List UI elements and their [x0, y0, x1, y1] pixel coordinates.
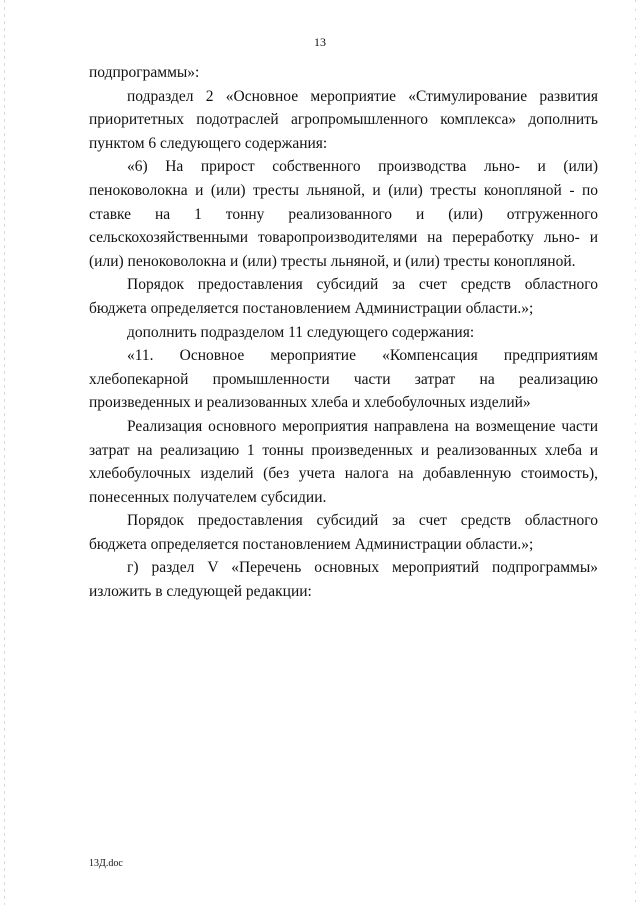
paragraph-subsidy-procedure-2: Порядок предоставления субсидий за счет средств областного бюджета определяется постановлением Администрации области.»; — [89, 512, 598, 553]
paragraph-implementation: Реализация основного мероприятия направлена на возмещение части затрат на реализацию 1 тонны произведенных и реализованных хлеба и хлебобулочных изделий (без учета налога на добавленную стоимость), понесенных получателем субсидии. — [89, 417, 598, 506]
scan-edge-right — [635, 0, 636, 905]
paragraph-add-subsection-11: дополнить подразделом 11 следующего содержания: — [127, 323, 475, 341]
paragraph-continuation: подпрограммы»: — [89, 64, 200, 81]
paragraph-item-6: «6) На прирост собственного производства льно- и (или) пеноковолокна и (или) тресты льняной, и (или) тресты конопляной - по ставке на 1 тонну реализованного и (или) отгруженного сельскохозяйственными товаропроизводителями на переработку льно- и (или) пеноковолокна и (или) тресты льняной, и (или) тресты конопляной. — [89, 158, 598, 270]
page-number: 13 — [314, 35, 326, 49]
paragraph-subsection-11-title: «11. Основное мероприятие «Компенсация предприятиям хлебопекарной промышленности части затрат на реализацию произведенных и реализованных хлеба и хлебобулочных изделий» — [89, 347, 598, 412]
paragraph-subsection-2: подраздел 2 «Основное мероприятие «Стимулирование развития приоритетных подотраслей агропромышленного комплекса» дополнить пунктом 6 следующего содержания: — [89, 87, 598, 152]
paragraph-subsidy-procedure: Порядок предоставления субсидий за счет средств областного бюджета определяется постановлением Администрации области.»; — [89, 276, 598, 317]
scan-edge-left — [4, 0, 5, 905]
footer-filename: 13Д.doc — [89, 858, 123, 869]
document-body — [89, 61, 598, 604]
paragraph-section-v: г) раздел V «Перечень основных мероприятий подпрограммы» изложить в следующей редакции: — [89, 559, 598, 601]
